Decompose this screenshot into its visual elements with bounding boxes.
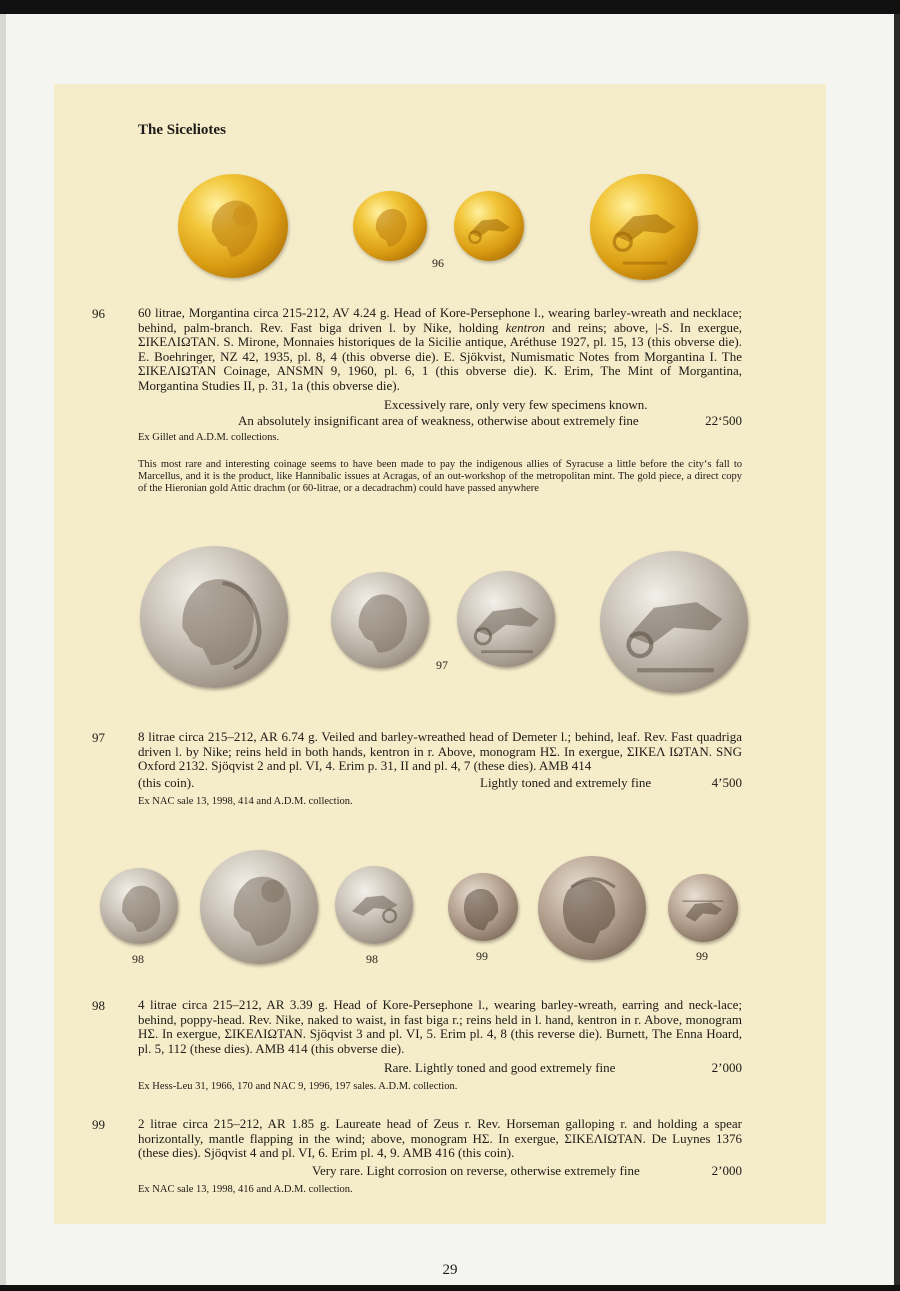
head-left-icon	[353, 191, 427, 261]
lot-grade: Very rare. Light corrosion on reverse, otherwise extremely fine	[312, 1163, 640, 1178]
quadriga-icon	[600, 551, 748, 693]
coin-98-obverse	[100, 868, 178, 944]
coin-97-obverse-enlarged	[140, 546, 288, 688]
lot-description-end: (this coin).	[138, 775, 195, 790]
lot-description-part: and reins; above, |-S. In exergue, ΣΙΚΕΛΙΩΤΑΝ. S. Mirone, Monnaies historiques de la Sicilie antique, Aréthuse 1927, pl. 15, 13 (this obverse die). E. Boehringer, NZ 42, 1935, pl. 8, 4 (this obverse die). E. Sjökvist, Numismatic Notes from Morgantina I. The ΣΙΚΕΛΙΩΤΑΝ Coinage, ANSMN 9, 1960, pl. 6, 1 (this obverse die). K. Erim, The Mint of Morgantina, Morgantina Studies II, p. 31, 1a (this obverse die).	[138, 319, 742, 393]
coin-98-reverse	[335, 866, 413, 944]
lot-description	[138, 306, 742, 394]
lot-provenance: Ex Gillet and A.D.M. collections.	[138, 432, 280, 443]
zeus-head-icon	[538, 856, 646, 960]
plate-number-98: 98	[366, 952, 378, 966]
lot-description: 4 litrae circa 215–212, AR 3.39 g. Head of Kore-Persephone l., wearing barley-wreath, earring and neck-lace; behind, poppy-head. Rev. Nike, naked to waist, in fast biga r.; reins held in l. hand, kentron in r. Above, monogram HΣ. In exergue, ΣΙΚΕΛΙΩΤΑΝ. Sjöqvist 3 and pl. VI, 5. Erim pl. 4, 8 (this reverse die). Burnett, The Enna Hoard, pl. 5, 112 (these dies). AMB 414 (this obverse die).	[138, 997, 742, 1056]
coin-99-reverse	[668, 874, 738, 942]
lot-price: 2’000	[711, 1060, 742, 1075]
plate-number-97: 97	[436, 658, 448, 672]
plate-number-99: 99	[696, 949, 708, 963]
lot-price: 2’000	[711, 1163, 742, 1178]
lot-description-italic: kentron	[505, 319, 545, 335]
veiled-head-icon	[331, 572, 429, 668]
coin-98-obverse-enlarged	[200, 850, 318, 964]
lot-note: This most rare and interesting coinage seems to have been made to pay the indigenous allies of Syracuse a little before the city‘s fall to Marcellus, and it is the product, like Hannibalic issues at Acragas, of an out-workshop of the metropolitan mint. The gold piece, a direct copy of the Hieronian gold Attic drachm (or 60-litrae, or a decadrachm) could have passed anywhere	[138, 459, 742, 495]
biga-icon	[335, 866, 413, 944]
lot-number: 96	[92, 306, 105, 321]
coin-96-obverse-enlarged	[178, 174, 288, 278]
zeus-head-icon	[448, 873, 518, 941]
lot-price: 22‘500	[705, 413, 742, 428]
coin-97-obverse	[331, 572, 429, 668]
lot-description: 8 litrae circa 215–212, AR 6.74 g. Veiled and barley-wreathed head of Demeter l.; behind, leaf. Rev. Fast quadriga driven l. by Nike; reins held in both hands, kentron in r. Above, monogram HΣ. In exergue, ΣΙΚΕΛ ΙΩΤΑΝ. SNG Oxford 2132. Sjöqvist 2 and pl. VI, 4. Erim p. 31, II and pl. 4, 7 (these dies). AMB 414	[138, 729, 742, 774]
page-right-edge	[894, 14, 900, 1291]
quadriga-icon	[457, 571, 555, 667]
lot-description-part: 60 litrae, Morgantina circa 215-212, AV 4.24 g. Head of Kore-Persephone l., wearing barley-wreath and necklace; behind, palm-branch. Rev. Fast biga driven l. by Nike, holding	[138, 305, 742, 335]
lot-provenance: Ex Hess-Leu 31, 1966, 170 and NAC 9, 1996, 197 sales. A.D.M. collection.	[138, 1081, 458, 1092]
horseman-icon	[668, 874, 738, 942]
biga-icon	[454, 191, 524, 261]
lot-description: 2 litrae circa 215–212, AR 1.85 g. Laureate head of Zeus r. Rev. Horseman galloping r. and holding a spear horizontally, mantle flapping in the wind; above, monogram HΣ. In exergue, ΣΙΚΕΛΙΩΤΑΝ. De Luynes 1376 (these dies). Sjöqvist 4 and pl. VI, 6. Erim pl. 4, 9. AMB 416 (this coin).	[138, 1116, 742, 1161]
lot-price: 4’500	[711, 775, 742, 790]
page-number: 29	[442, 1262, 458, 1278]
head-left-icon	[200, 850, 318, 964]
lot-grade: Lightly toned and extremely fine	[480, 775, 652, 790]
lot-rarity: Excessively rare, only very few specimens known.	[384, 397, 648, 412]
coin-97-reverse	[457, 571, 555, 667]
lot-grade: Rare. Lightly toned and good extremely fine	[384, 1060, 616, 1075]
lot-provenance: Ex NAC sale 13, 1998, 414 and A.D.M. collection.	[138, 796, 353, 807]
lot-number: 99	[92, 1117, 105, 1132]
biga-icon	[590, 174, 698, 280]
lot-number: 98	[92, 998, 105, 1013]
lot-provenance: Ex NAC sale 13, 1998, 416 and A.D.M. collection.	[138, 1184, 353, 1195]
page-left-edge	[0, 14, 6, 1291]
section-title: The Siceliotes	[138, 122, 226, 138]
coin-96-obverse	[353, 191, 427, 261]
coin-96-reverse-enlarged	[590, 174, 698, 280]
plate-number-96: 96	[432, 256, 444, 270]
bottom-band	[0, 1285, 900, 1291]
plate-number-98: 98	[132, 952, 144, 966]
coin-97-reverse-enlarged	[600, 551, 748, 693]
head-left-icon	[178, 174, 288, 278]
coin-99-obverse	[448, 873, 518, 941]
veiled-head-icon	[140, 546, 288, 688]
plate-number-99: 99	[476, 949, 488, 963]
lot-grade: An absolutely insignificant area of weakness, otherwise about extremely fine	[238, 413, 639, 428]
coin-99-obverse-enlarged	[538, 856, 646, 960]
coin-96-reverse	[454, 191, 524, 261]
top-band	[0, 0, 900, 14]
head-left-icon	[100, 868, 178, 944]
lot-number: 97	[92, 730, 105, 745]
